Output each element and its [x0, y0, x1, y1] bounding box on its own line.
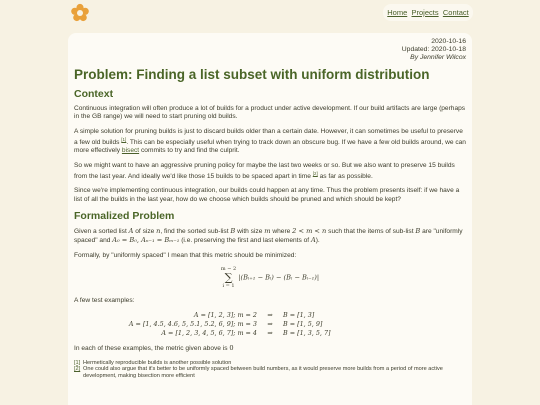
formalized-problem-heading: Formalized Problem	[74, 210, 175, 223]
formal-paragraph: In each of these examples, the metric given above is 0	[74, 344, 234, 353]
context-heading: Context	[74, 88, 114, 100]
article-card	[68, 33, 472, 405]
nav-projects-link[interactable]: Projects	[411, 8, 439, 17]
footnote-ref-2[interactable]: [2]	[312, 170, 318, 176]
context-paragraph: So we might want to have an aggressive pruning policy for maybe the last two weeks or so. But we also want to preserve 15 builds from the last year. And ideally we'd like those 15 builds to be spaced apart in time [2] as far as possible.	[74, 161, 455, 181]
footnote-backlink[interactable]: [2]	[74, 366, 81, 373]
footnote-ref-1[interactable]: [1]	[121, 136, 127, 142]
example-row: A = [1, 2, 3]; m = 2 ⇒ B = [1, 3]	[193, 311, 315, 320]
main-nav	[383, 4, 473, 21]
bisect-link[interactable]: bisect	[121, 147, 140, 155]
footnote-backlink[interactable]: [1]	[74, 359, 81, 366]
post-meta	[74, 38, 466, 62]
example-row: A = [1, 4.5, 4.6, 5, 5.1, 5.2, 6, 9]; m = 3 ⇒ B = [1, 5, 9]	[128, 320, 323, 329]
footnote-item: [1] Hermetically reproducible builds is another possible solution	[74, 359, 232, 366]
example-row: A = [1, 2, 3, 4, 5, 6, 7]; m = 4 ⇒ B = [1, 3, 5, 7]	[161, 329, 331, 338]
flower-logo-icon[interactable]	[70, 3, 90, 23]
author-line: By Jennifer Wilcox	[410, 54, 466, 61]
context-paragraph: Since we're implementing continuous integration, our builds could happen at any time. Thus the problem presents itself: if we have a list of all the builds in the last year, how do we choose which builds should be pruned and which should be kept?	[74, 187, 460, 203]
footnotes	[74, 360, 466, 380]
updated-date: Updated: 2020-10-18	[401, 46, 466, 53]
top-bar	[0, 0, 540, 26]
nav-home-link[interactable]: Home	[387, 8, 408, 17]
metric-formula: m − 2 ∑ i = 1 |(Bᵢ₊₁ − Bᵢ) − (Bᵢ − Bᵢ₋₁)|	[220, 265, 320, 289]
formal-paragraph: Formally, by "uniformly spaced" I mean that this metric should be minimized:	[74, 251, 297, 259]
formal-paragraph: A few test examples:	[74, 296, 135, 304]
formal-paragraph: Given a sorted list A of size n, find the sorted sub-list B with size m where 2 < m < n such that the items of sub-list B are "uniformly spaced" and A₀ = B₀, Aₙ₋₁ = Bₘ₋₁ (i.e. preserving the first and last elements of A).	[74, 227, 463, 245]
created-date: 2020-10-16	[431, 38, 466, 45]
context-paragraph: A simple solution for pruning builds is just to discard builds older than a certain date. However, it can sometimes be useful to preserve a few old builds [1]. This can be especially useful when trying to track down an obscure bug. If we have a few old builds around, we can more effectively bisect commits to try and find the culprit.	[74, 127, 466, 155]
nav-contact-link[interactable]: Contact	[442, 8, 469, 17]
footnote-item: [2] One could also argue that it's better to be uniformly spaced between build numbers, as it would preserve more builds from a period of more active development, making bisection more efficient	[74, 366, 443, 379]
test-examples	[74, 311, 466, 338]
context-paragraph: Continuous integration will often produce a lot of builds for a product under active development. If our build artifacts are large (perhaps in the GB range) we will need to start pruning old builds.	[74, 105, 466, 121]
page-title: Problem: Finding a list subset with uniform distribution	[74, 67, 430, 82]
